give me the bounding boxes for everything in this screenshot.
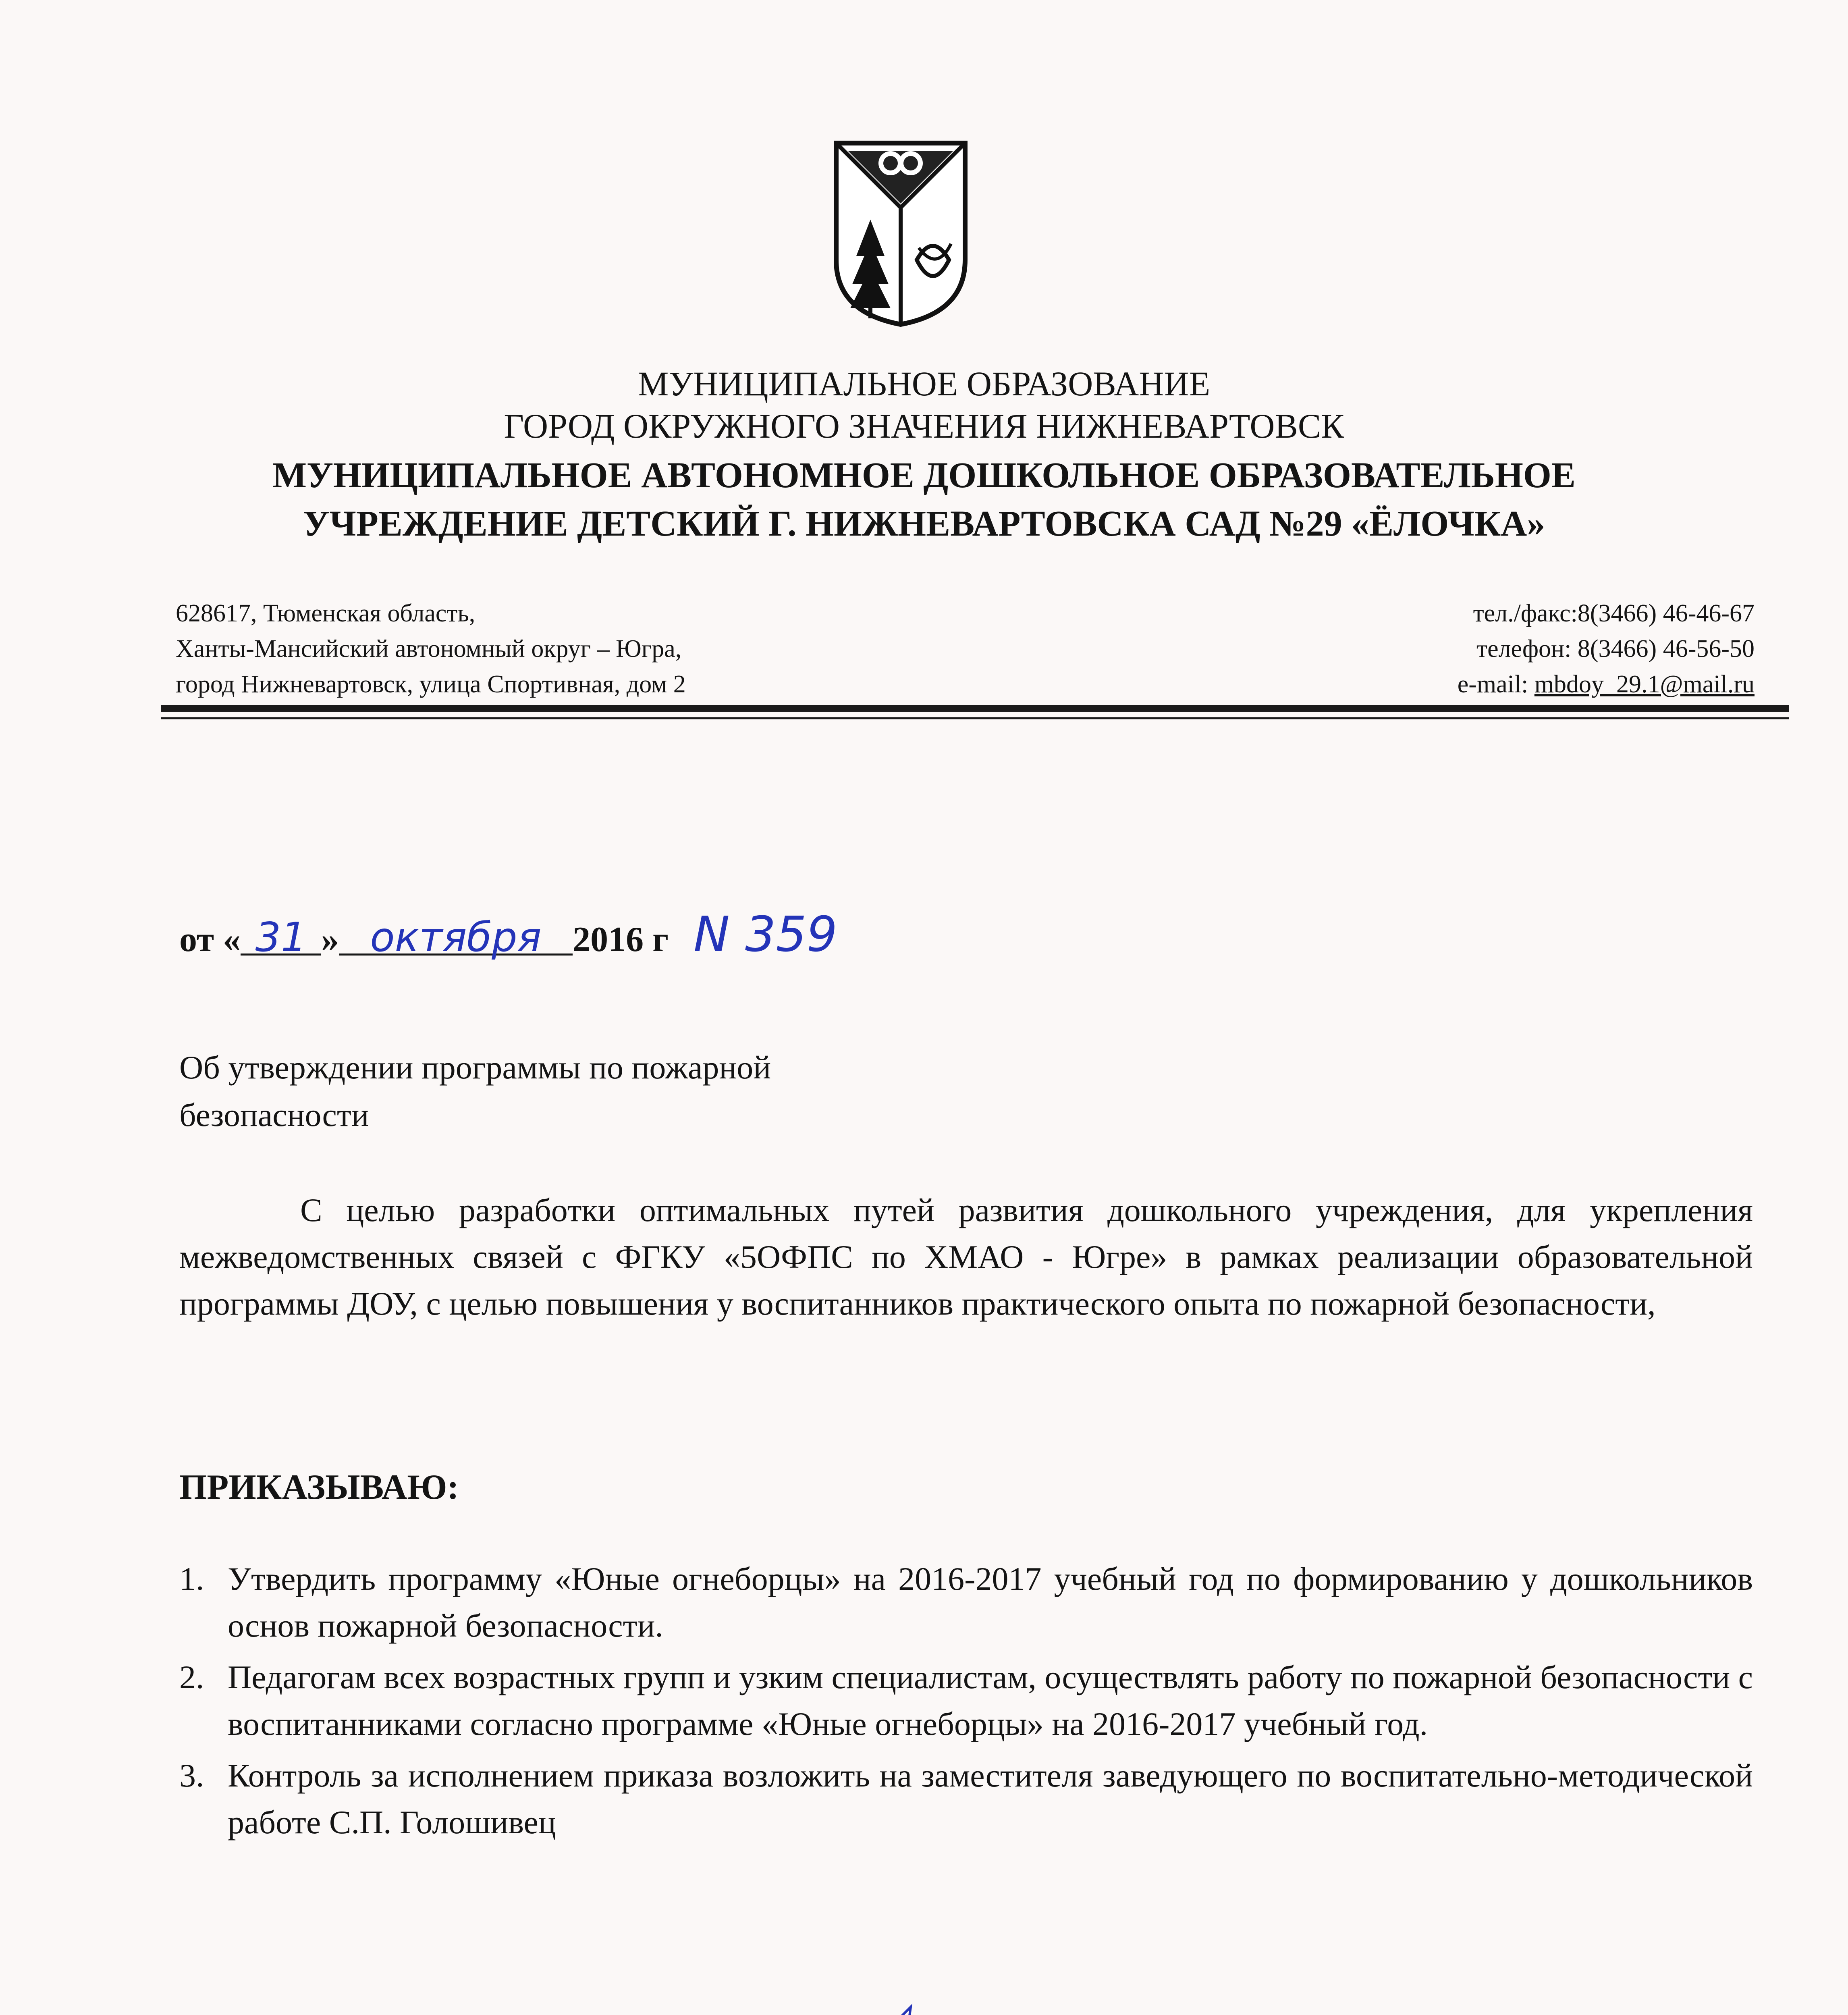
date-day-blank — [241, 913, 321, 961]
date-year: 2016 г — [573, 920, 669, 959]
phone: телефон: 8(3466) 46-56-50 — [1476, 635, 1755, 663]
list-item — [179, 1556, 1753, 1649]
date-month-blank — [339, 913, 573, 961]
date-prefix: от « — [179, 920, 241, 959]
subject-line: безопасности — [179, 1097, 369, 1133]
email-link[interactable]: mbdoy_29.1@mail.ru — [1534, 671, 1755, 698]
item-number: 1. — [179, 1560, 204, 1597]
list-item — [179, 1752, 1753, 1846]
email-label: e-mail: — [1457, 671, 1534, 698]
header-org-line-1: МУНИЦИПАЛЬНОЕ АВТОНОМНОЕ ДОШКОЛЬНОЕ ОБРАЗОВАТЕЛЬНОЕ — [272, 455, 1576, 495]
header-divider-thick — [161, 705, 1789, 712]
address-line: Ханты-Мансийский автономный округ – Югра, — [176, 635, 682, 663]
header-line-2: ГОРОД ОКРУЖНОГО ЗНАЧЕНИЯ НИЖНЕВАРТОВСК — [504, 407, 1344, 445]
order-items-list — [179, 1556, 1753, 1846]
coat-of-arms-icon — [832, 139, 969, 328]
header-org-line-2: УЧРЕЖДЕНИЕ ДЕТСКИЙ Г. НИЖНЕВАРТОВСКА САД №29 «ЁЛОЧКА» — [303, 504, 1545, 544]
item-number: 2. — [179, 1659, 204, 1695]
header-divider-thin — [161, 717, 1789, 719]
item-text: Педагогам всех возрастных групп и узким специалистам, осуществлять работу по пожарной безопасности с воспитанниками согласно программе «Юные огнеборцы» на 2016-2017 учебный год. — [228, 1659, 1753, 1742]
order-number: N 359 — [694, 907, 837, 963]
order-date-line — [179, 907, 837, 964]
date-day: 31 — [255, 914, 307, 961]
preamble-paragraph: С целью разработки оптимальных путей развития дошкольного учреждения, для укрепления межведомственных связей с ФГКУ «5ОФПС по ХМАО - Югре» в рамках реализации образовательной программы ДОУ, с целью повышения у воспитанников практического опыта по пожарной безопасности, — [179, 1192, 1753, 1322]
subject-line: Об утверждении программы по пожарной — [179, 1049, 771, 1086]
date-month: октября — [370, 914, 542, 961]
list-item — [179, 1654, 1753, 1747]
phone-fax: тел./факс:8(3466) 46-46-67 — [1473, 600, 1755, 627]
handwritten-signature-icon — [766, 1995, 991, 2015]
order-heading: ПРИКАЗЫВАЮ: — [179, 1468, 459, 1507]
date-mid: » — [321, 920, 339, 959]
contacts-block — [1458, 596, 1755, 702]
order-subject — [179, 1044, 771, 1139]
address-block — [176, 596, 686, 702]
address-line: город Нижневартовск, улица Спортивная, дом 2 — [176, 671, 686, 698]
email-line — [1458, 667, 1755, 702]
item-text: Утвердить программу «Юные огнеборцы» на 2016-2017 учебный год по формированию у дошкольников основ пожарной безопасности. — [228, 1560, 1753, 1644]
item-number: 3. — [179, 1757, 204, 1794]
address-line: 628617, Тюменская область, — [176, 600, 475, 627]
header-line-1: МУНИЦИПАЛЬНОЕ ОБРАЗОВАНИЕ — [637, 364, 1211, 403]
item-text: Контроль за исполнением приказа возложить на заместителя заведующего по воспитательно-методической работе С.П. Голошивец — [228, 1757, 1753, 1841]
